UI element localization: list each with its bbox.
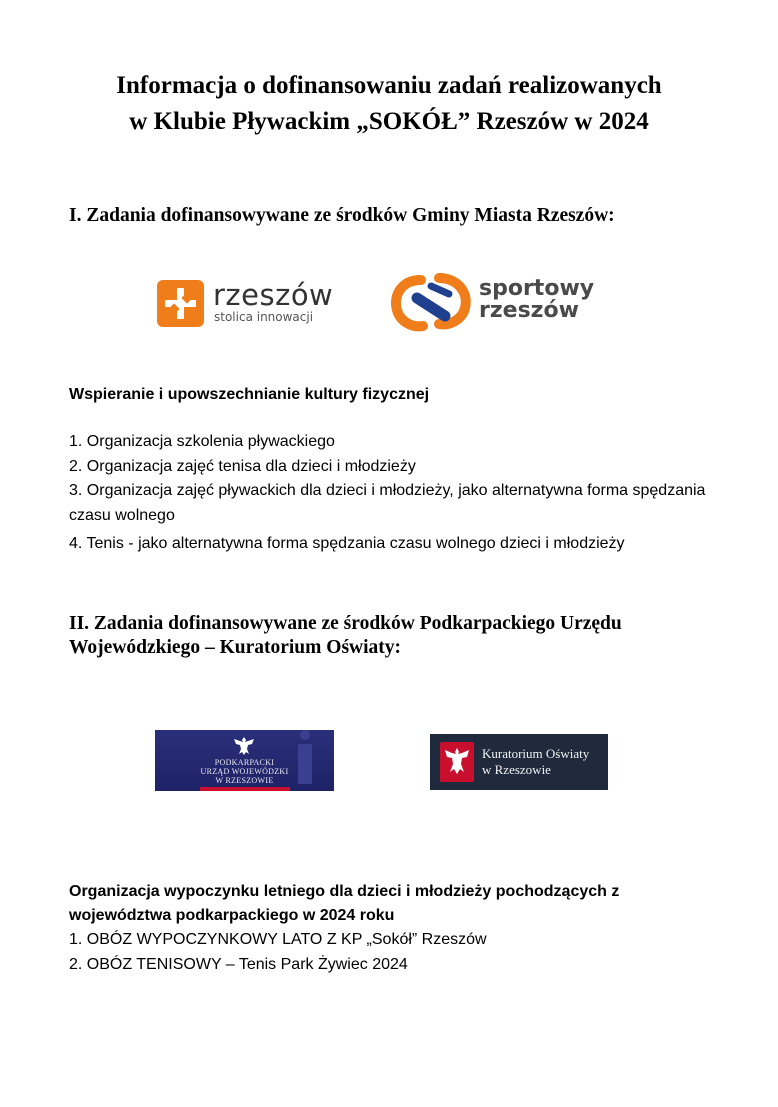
section-1-heading: I. Zadania dofinansowywane ze środków Gminy Miasta Rzeszów: — [69, 205, 615, 226]
list-item: 1. Organizacja szkolenia pływackiego — [69, 433, 335, 450]
rzeszow-logo-tagline: stolica innowacji — [214, 310, 314, 324]
section-2-subheading: Organizacja wypoczynku letniego dla dzieci i młodzieży pochodzących z województwa podkarpackiego w 2024 roku — [69, 883, 620, 924]
title-line-1: Informacja o dofinansowaniu zadań realizowanych — [116, 72, 662, 99]
kuratorium-line-2: w Rzeszowie — [482, 762, 551, 777]
kuratorium-oswiaty-logo — [430, 734, 608, 790]
list-item: 1. OBÓZ WYPOCZYNKOWY LATO Z KP „Sokół” Rzeszów — [69, 931, 487, 948]
kuratorium-logo-text — [482, 746, 589, 778]
puw-line-1: PODKARPACKI — [214, 758, 275, 767]
section-2-list — [69, 928, 719, 977]
rzeszow-logo-word: rzeszów — [213, 278, 334, 312]
decorative-dot-icon — [300, 730, 310, 740]
sportowy-rzeszow-mark-icon — [391, 272, 475, 334]
podkarpacki-urzad-wojewodzki-logo — [155, 730, 334, 791]
list-item: 2. Organizacja zajęć tenisa dla dzieci i młodzieży — [69, 457, 416, 475]
sportowy-rzeszow-word — [479, 278, 594, 322]
section-1-subheading: Wspieranie i upowszechnianie kultury fizycznej — [69, 386, 430, 403]
sportowy-rzeszow-logo — [391, 272, 595, 334]
puw-red-bar — [200, 787, 290, 791]
rzeszow-logo — [157, 278, 332, 328]
sportowy-word-line-2: rzeszów — [479, 298, 579, 323]
white-eagle-icon — [232, 735, 256, 757]
puw-line-3: W RZESZOWIE — [215, 776, 274, 785]
sportowy-word-line-1: sportowy — [479, 276, 595, 301]
title-line-2: w Klubie Pływackim „SOKÓŁ” Rzeszów w 2024 — [129, 108, 649, 135]
list-item: 4. Tenis - jako alternatywna forma spędzania czasu wolnego dzieci i młodzieży — [69, 535, 625, 552]
list-item: 3. Organizacja zajęć pływackich dla dzieci i młodzieży, jako alternatywna forma spędzania czasu wolnego — [69, 482, 706, 524]
rzeszow-logo-mark-icon — [157, 280, 204, 327]
kuratorium-line-1: Kuratorium Oświaty — [482, 746, 590, 761]
section-1-list — [69, 430, 719, 557]
list-item: 2. OBÓZ TENISOWY – Tenis Park Żywiec 2024 — [69, 955, 408, 973]
page-title — [0, 68, 778, 140]
puw-logo-text — [155, 758, 334, 785]
puw-line-2: URZĄD WOJEWÓDZKI — [200, 767, 289, 776]
section-2-heading: II. Zadania dofinansowywane ze środków Podkarpackiego Urzędu Wojewódzkiego – Kuratorium Oświaty: — [69, 613, 622, 658]
coat-of-arms-icon — [440, 742, 474, 782]
